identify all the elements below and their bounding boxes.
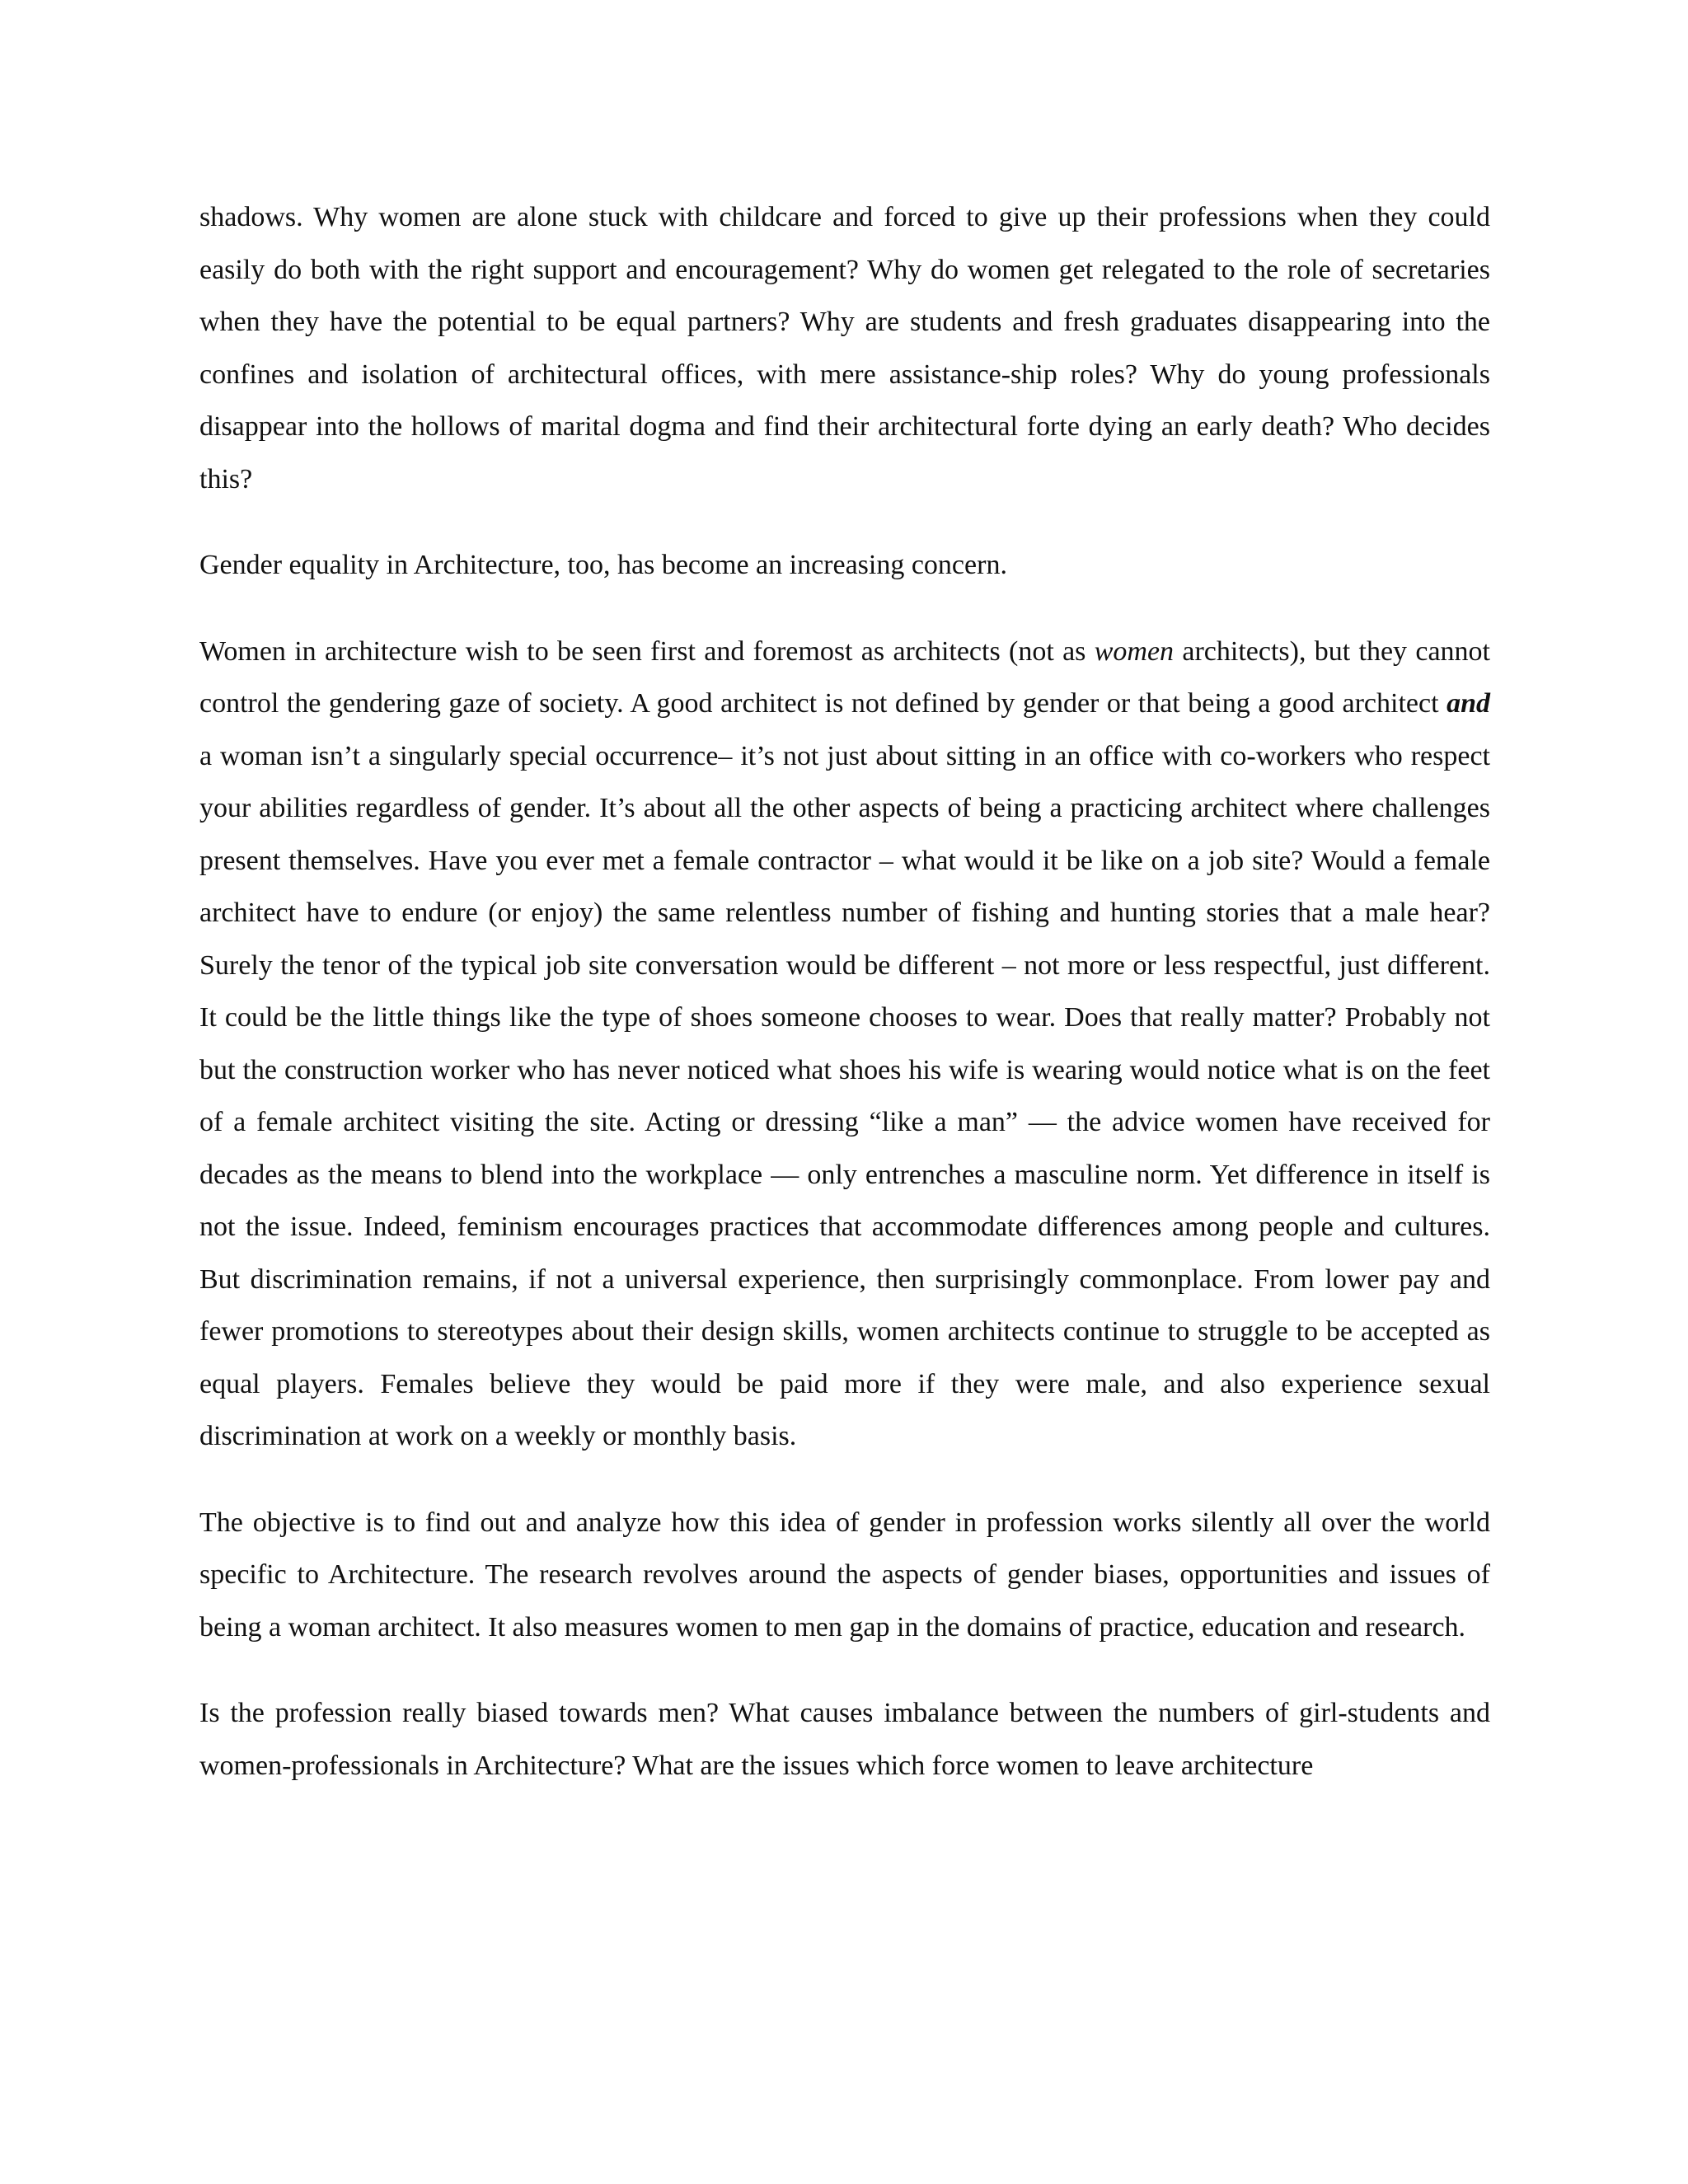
paragraph-text: Women in architecture wish to be seen first and foremost as architects (not as xyxy=(199,635,1095,667)
paragraph-gender-equality xyxy=(199,539,1490,592)
paragraph-text: Gender equality in Architecture, too, has become an increasing concern. xyxy=(199,550,1007,580)
paragraph-text: architects), but they cannot control the gendering gaze of society. A good architect is not defined by gender or that being a good architect xyxy=(199,635,1490,719)
body-text xyxy=(199,191,1490,1792)
paragraph-text: shadows. Why women are alone stuck with childcare and forced to give up their professions when they could easily do both with the right support and encouragement? Why do women get relegated to the role of secretaries when they have the potential to be equal partners? Why are students and fresh graduates disappearing into the confines and isolation of architectural offices, with mere assistance-ship roles? Why do young professionals disappear into the hollows of marital dogma and find their architectural forte dying an early death? Who decides this? xyxy=(199,202,1490,494)
paragraph-text: a woman isn’t a singularly special occurrence– it’s not just about sitting in an office with co-workers who respect your abilities regardless of gender. It’s about all the other aspects of being a practicing architect where challenges present themselves. Have you ever met a female contractor – what would it be like on a job site? Would a female architect have to endure (or enjoy) the same relentless number of fishing and hunting stories that a male hear?Surely the tenor of the typical job site conversation would be different – not more or less respectful, just different. It could be the little things like the type of shoes someone chooses to wear. Does that really matter? Probably not but the construction worker who has never noticed what shoes his wife is wearing would notice what is on the feet of a female architect visiting the site. Acting or dressing “like a man” — the advice women have received for decades as the means to blend into the workplace — only entrenches a masculine norm. Yet difference in itself is not the issue. Indeed, feminism encourages practices that accommodate differences among people and cultures. But discrimination remains, if not a universal experience, then surprisingly commonplace. From lower pay and fewer promotions to stereotypes about their design skills, women architects continue to struggle to be accepted as equal players. Females believe they would be paid more if they were male, and also experience sexual discrimination at work on a weekly or monthly basis. xyxy=(199,740,1490,1451)
paragraph-text: The objective is to find out and analyze how this idea of gender in profession works silently all over the world specific to Architecture. The research revolves around the aspects of gender biases, opportunities and issues of being a woman architect. It also measures women to men gap in the domains of practice, education and research. xyxy=(199,1507,1490,1643)
paragraph-questions xyxy=(199,1687,1490,1792)
paragraph-women-in-architecture xyxy=(199,626,1490,1463)
paragraph-objective xyxy=(199,1497,1490,1654)
paragraph-text: Is the profession really biased towards men? What causes imbalance between the numbers of girl-students and women-professionals in Architecture? What are the issues which force women to leave architecture xyxy=(199,1698,1490,1781)
emphasis-women: women xyxy=(1094,635,1175,667)
paragraph-shadows xyxy=(199,191,1490,505)
emphasis-and: and xyxy=(1447,688,1490,719)
